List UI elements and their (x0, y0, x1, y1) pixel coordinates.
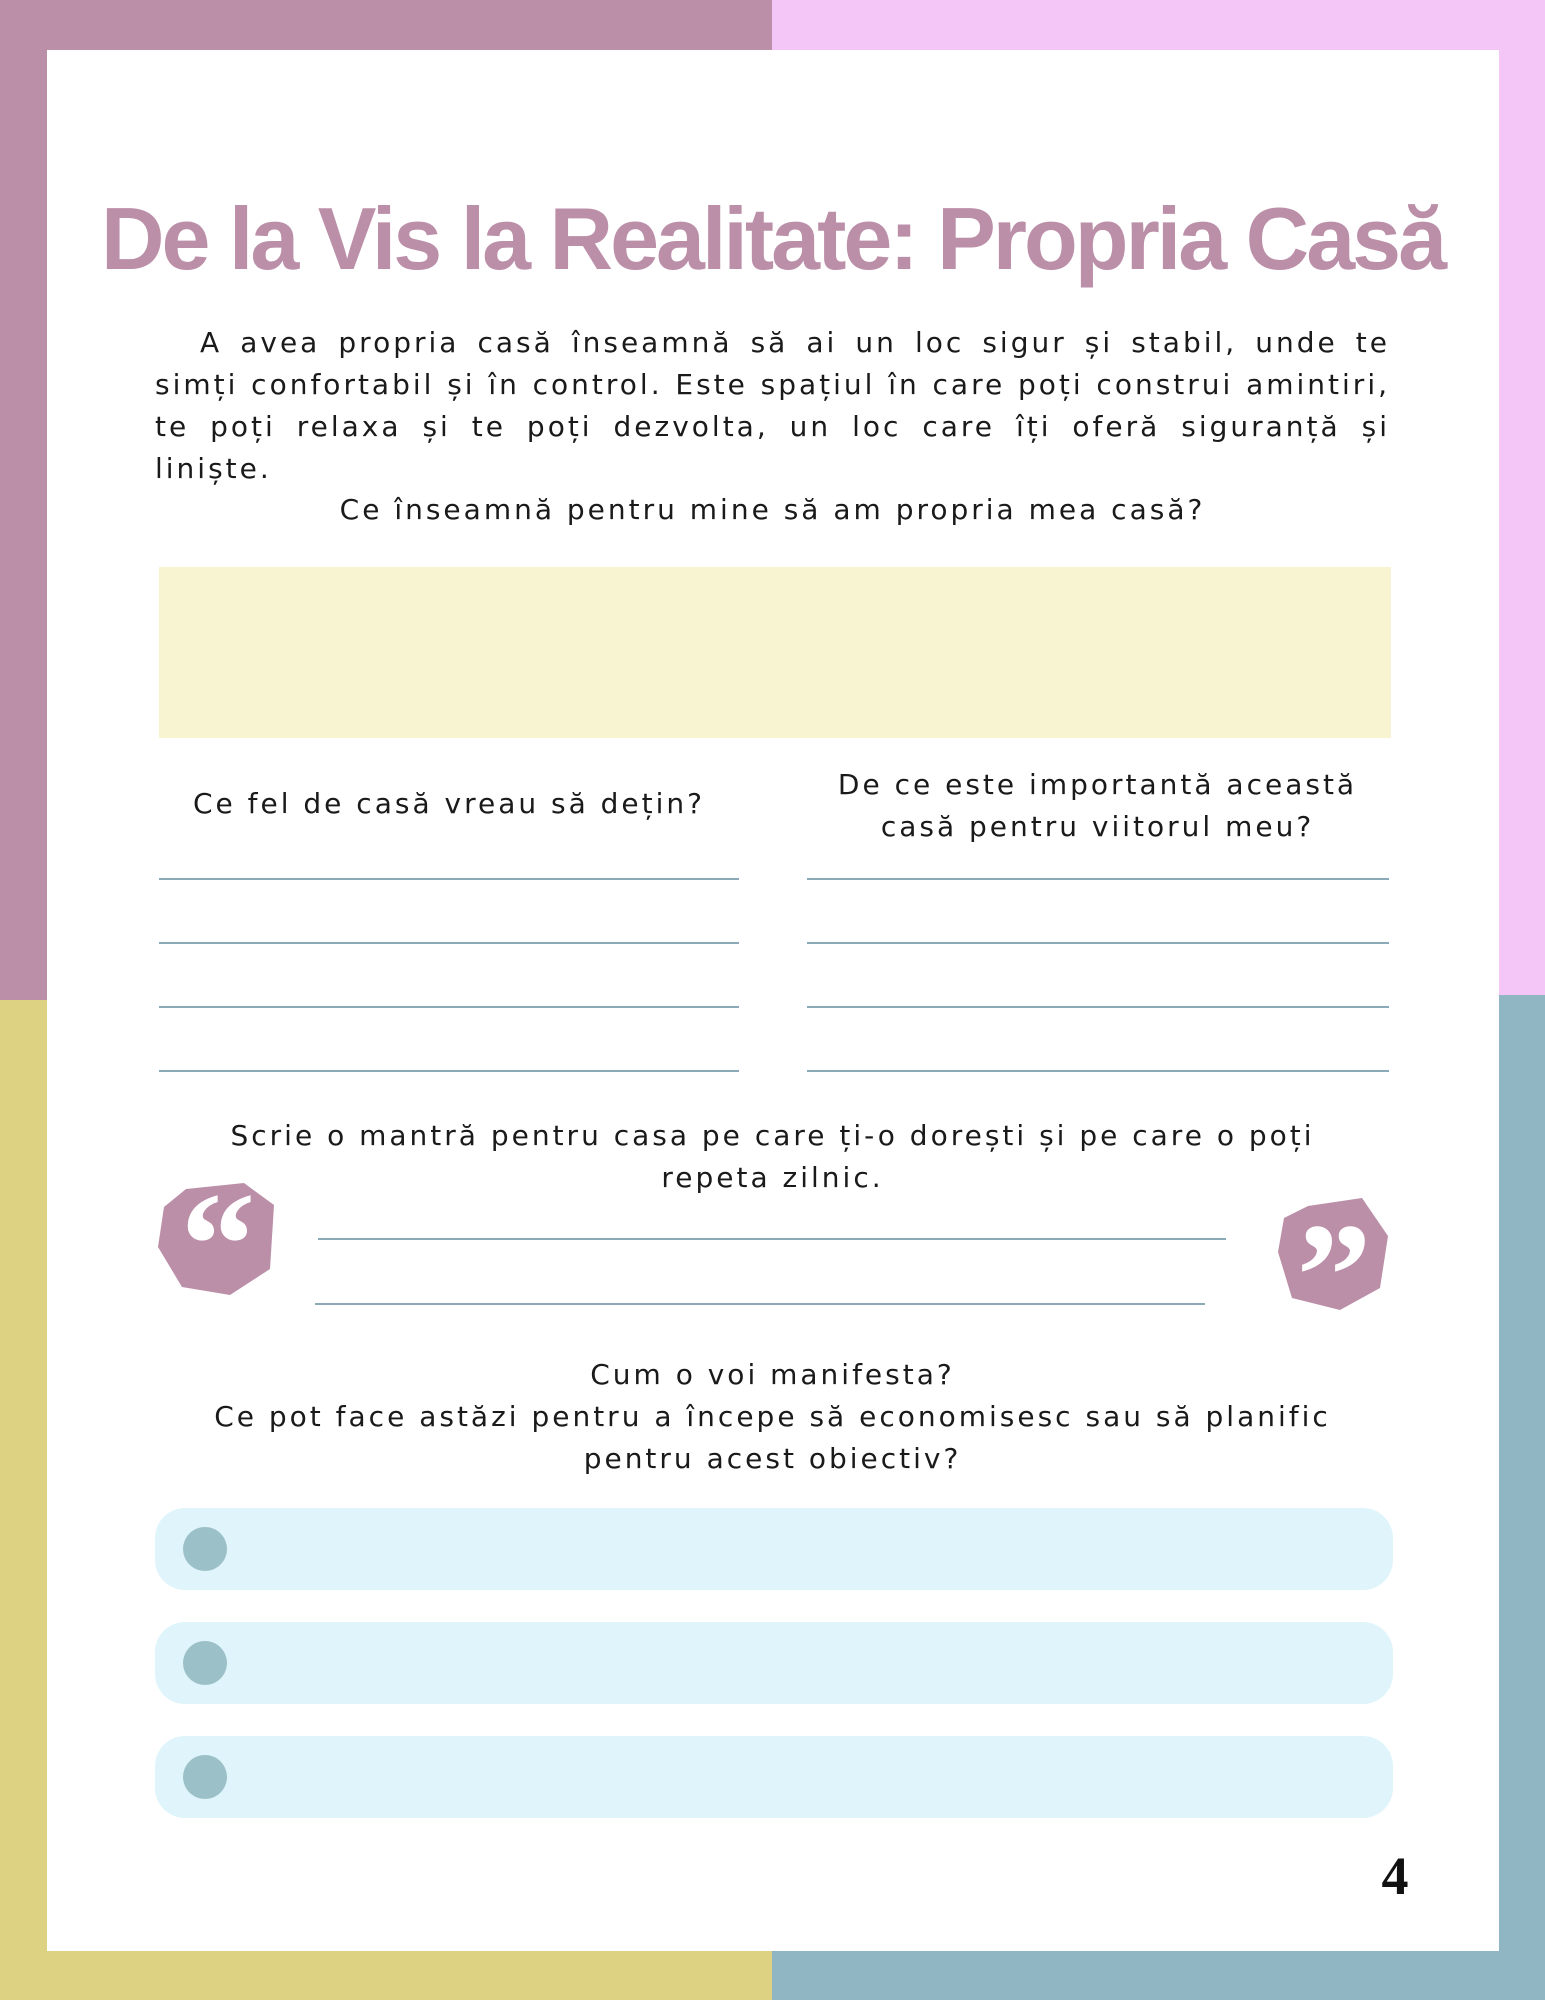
answer-line-house-type[interactable] (159, 1006, 739, 1008)
action-item-2[interactable] (155, 1622, 1393, 1704)
question-importance: De ce este importantă această casă pentru viitorul meu? (837, 768, 1358, 843)
bullet-dot (183, 1641, 227, 1685)
intro-paragraph: A avea propria casă înseamnă să ai un loc sigur și stabil, unde te simți confortabil și în control. Este spațiul în care poți construi amintiri, te poți relaxa și te poți dezvolta, un loc care îți oferă siguranță și liniște. (155, 326, 1390, 485)
svg-text:”: ” (1296, 1198, 1372, 1310)
answer-line-importance[interactable] (807, 942, 1389, 944)
answer-box-meaning[interactable] (159, 567, 1391, 738)
page-title: De la Vis la Realitate: Propria Casă (100, 189, 1445, 288)
question-house-type: Ce fel de casă vreau să dețin? (192, 787, 706, 820)
page-number: 4 (1381, 1846, 1409, 1906)
mantra-line[interactable] (318, 1238, 1226, 1240)
question-mantra: Scrie o mantră pentru casa pe care ți-o dorești și pe care o poți repeta zilnic. (230, 1119, 1315, 1194)
mantra-line[interactable] (315, 1303, 1205, 1305)
bullet-dot (183, 1527, 227, 1571)
answer-line-house-type[interactable] (159, 1070, 739, 1072)
action-item-1[interactable] (155, 1508, 1393, 1590)
answer-line-house-type[interactable] (159, 878, 739, 880)
close-quote-icon (1278, 1198, 1388, 1310)
action-item-3[interactable] (155, 1736, 1393, 1818)
question-meaning: Ce înseamnă pentru mine să am propria mea casă? (339, 493, 1206, 526)
answer-line-importance[interactable] (807, 878, 1389, 880)
bullet-dot (183, 1755, 227, 1799)
question-manifest: Cum o voi manifesta? Ce pot face astăzi pentru a începe să economisesc sau să planific pentru acest obiectiv? (214, 1358, 1331, 1475)
svg-text:“: “ (180, 1183, 256, 1295)
open-quote-icon (158, 1183, 274, 1295)
answer-line-house-type[interactable] (159, 942, 739, 944)
answer-line-importance[interactable] (807, 1006, 1389, 1008)
answer-line-importance[interactable] (807, 1070, 1389, 1072)
